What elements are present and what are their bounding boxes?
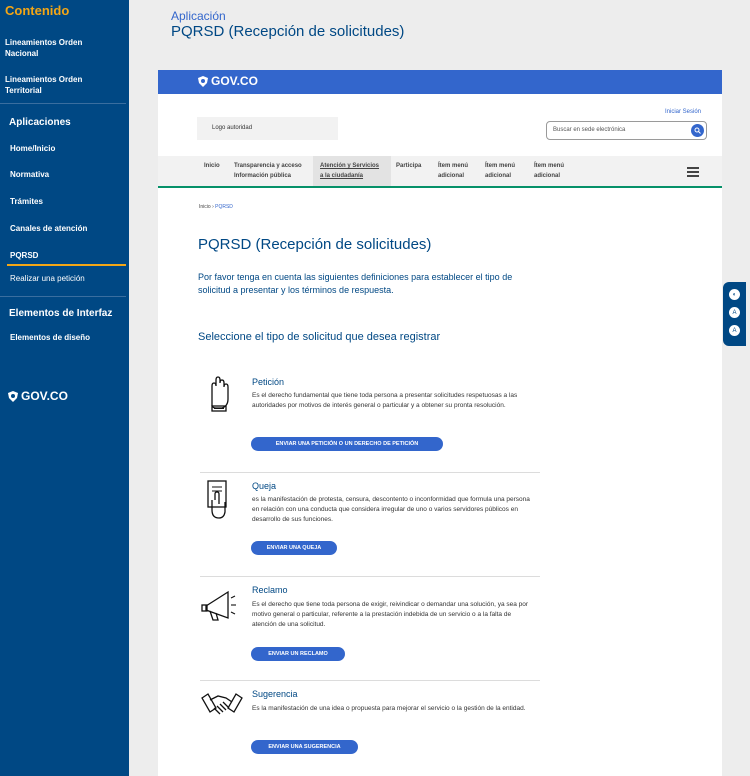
preview-frame bbox=[158, 70, 722, 776]
nav-item-inicio[interactable]: Inicio bbox=[204, 163, 220, 169]
card-title: Reclamo bbox=[252, 585, 288, 595]
sidebar-divider bbox=[0, 296, 126, 297]
handshake-icon bbox=[200, 684, 244, 724]
shield-icon bbox=[8, 391, 18, 402]
govco-logo-text: GOV.CO bbox=[211, 74, 258, 88]
sidebar-active-indicator bbox=[7, 264, 126, 266]
nav-item-adicional-3[interactable]: Ítem menú adicional bbox=[534, 163, 565, 179]
enviar-queja-button[interactable]: ENVIAR UNA QUEJA bbox=[251, 541, 337, 555]
card-description: Es el derecho que tiene toda persona de exigir, reivindicar o demandar una solución, ya sea por motivo general o particular, referente a la prestación indebida de un servicio o a la falta de atención de una solicitud. bbox=[252, 601, 529, 628]
sidebar-heading-elementos: Elementos de Interfaz bbox=[9, 308, 113, 319]
app-title: PQRSD (Recepción de solicitudes) bbox=[171, 23, 405, 40]
card-queja bbox=[200, 476, 540, 576]
sidebar-item-elementos-diseno[interactable]: Elementos de diseño bbox=[10, 333, 91, 342]
sidebar-link-orden-nacional[interactable]: Lineamientos Orden Nacional bbox=[5, 38, 83, 58]
card-description: Es la manifestación de una idea o propuesta para mejorar el servicio o la gestión de la entidad. bbox=[252, 705, 526, 712]
enviar-sugerencia-button[interactable]: ENVIAR UNA SUGERENCIA bbox=[251, 740, 358, 754]
sidebar-divider bbox=[0, 103, 126, 104]
accessibility-bar bbox=[723, 282, 746, 346]
card-divider bbox=[200, 576, 540, 577]
search-input[interactable] bbox=[546, 121, 707, 140]
card-title: Sugerencia bbox=[252, 689, 298, 699]
nav-item-participa[interactable]: Participa bbox=[396, 163, 422, 169]
search-icon bbox=[694, 127, 701, 134]
intro-text: Por favor tenga en cuenta las siguientes definiciones para establecer el tipo de solicitud a presentar y los términos de respuesta. bbox=[198, 272, 513, 295]
sidebar bbox=[0, 0, 129, 776]
megaphone-icon bbox=[200, 584, 238, 624]
enviar-peticion-button[interactable]: ENVIAR UNA PETICIÓN O UN DERECHO DE PETICIÓN bbox=[251, 437, 443, 451]
govco-logo[interactable] bbox=[198, 74, 258, 88]
breadcrumb-home[interactable]: Inicio bbox=[199, 204, 211, 210]
sidebar-item-canales[interactable]: Canales de atención bbox=[10, 224, 88, 233]
login-link[interactable]: Iniciar Sesión bbox=[665, 109, 702, 115]
card-title: Petición bbox=[252, 377, 285, 387]
page-title: PQRSD (Recepción de solicitudes) bbox=[198, 236, 432, 253]
breadcrumb-separator: › bbox=[212, 204, 214, 210]
main-navbar bbox=[158, 156, 722, 188]
govco-top-bar bbox=[158, 70, 722, 94]
sidebar-item-home[interactable]: Home/Inicio bbox=[10, 144, 56, 153]
card-peticion bbox=[200, 372, 540, 472]
hand-raised-icon bbox=[200, 376, 238, 416]
nav-item-atencion[interactable]: Atención y Servicios a la ciudadanía bbox=[320, 163, 380, 179]
sidebar-govco-logo bbox=[8, 389, 68, 403]
nav-item-adicional-2[interactable]: Ítem menú adicional bbox=[485, 163, 516, 179]
hand-document-icon bbox=[200, 480, 238, 520]
enviar-reclamo-button[interactable]: ENVIAR UN RECLAMO bbox=[251, 647, 345, 661]
nav-item-transparencia[interactable]: Transparencia y acceso Información pública bbox=[234, 163, 302, 179]
sidebar-title: Contenido bbox=[5, 3, 70, 18]
sidebar-logo-text: GOV.CO bbox=[21, 389, 68, 403]
search-placeholder: Buscar en sede electrónica bbox=[553, 127, 626, 133]
hamburger-menu-icon[interactable] bbox=[687, 167, 699, 179]
sidebar-item-realizar-peticion[interactable]: Realizar una petición bbox=[10, 274, 85, 283]
sidebar-item-normativa[interactable]: Normativa bbox=[10, 170, 50, 179]
search-button[interactable] bbox=[691, 124, 704, 137]
breadcrumb-current: PQRSD bbox=[215, 204, 233, 210]
card-divider bbox=[200, 472, 540, 473]
contrast-icon[interactable]: ◐ bbox=[729, 289, 740, 300]
text-increase-icon[interactable]: A bbox=[729, 325, 740, 336]
sidebar-heading-aplicaciones: Aplicaciones bbox=[9, 117, 71, 128]
app-label: Aplicación bbox=[171, 9, 226, 23]
card-sugerencia bbox=[200, 684, 540, 776]
card-divider bbox=[200, 680, 540, 681]
card-description: Es el derecho fundamental que tiene toda persona a presentar solicitudes respetuosas a las autoridades por motivos de interés general o particular y a obtener su pronta resolución. bbox=[252, 392, 518, 409]
card-reclamo bbox=[200, 580, 540, 680]
text-decrease-icon[interactable]: A bbox=[729, 307, 740, 318]
breadcrumb bbox=[199, 204, 233, 210]
sidebar-item-pqrsd[interactable]: PQRSD bbox=[10, 251, 39, 260]
logo-autoridad-placeholder[interactable]: Logo autoridad bbox=[197, 117, 338, 140]
nav-item-adicional-1[interactable]: Ítem menú adicional bbox=[438, 163, 469, 179]
card-title: Queja bbox=[252, 481, 277, 491]
select-type-heading: Seleccione el tipo de solicitud que desea registrar bbox=[198, 331, 441, 343]
shield-icon bbox=[198, 76, 208, 87]
card-description: es la manifestación de protesta, censura, descontento o inconformidad que formula una persona en relación con una conducta que considera irregular de uno o varios servidores públicos en desarrollo de sus funciones. bbox=[252, 496, 530, 523]
sidebar-item-tramites[interactable]: Trámites bbox=[10, 197, 43, 206]
sidebar-link-orden-territorial[interactable]: Lineamientos Orden Territorial bbox=[5, 75, 83, 95]
